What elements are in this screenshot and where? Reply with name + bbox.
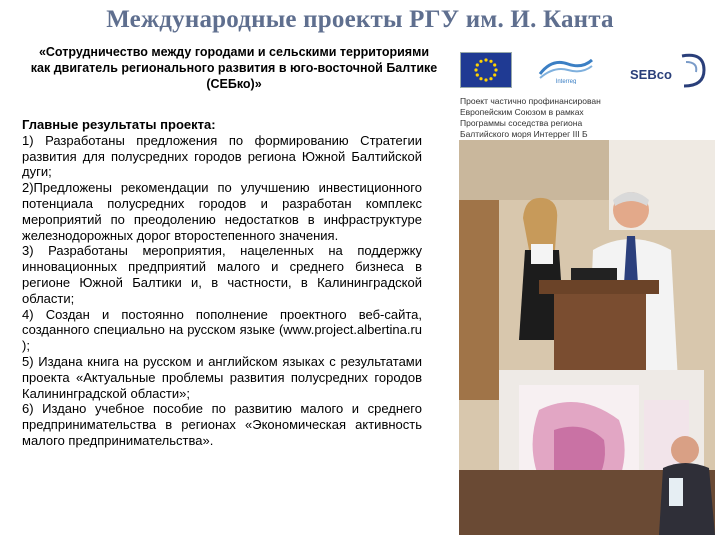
- interreg-logo: [538, 54, 594, 84]
- result-item-2: 2)Предложены рекомендации по улучшению инвестиционного потенциала полусредних городов и разработан комплекс мероприятий по преодолению недостатков в инфраструктуре железнодорожных дорог второстепенного значения.: [22, 180, 422, 243]
- funding-line-2: Европейским Союзом в рамках: [460, 107, 584, 117]
- result-item-4: 4) Создан и постоянно пополнение проектного веб-сайта, созданного специально на русском языке (www.project.albertina.ru );: [22, 306, 422, 354]
- results-heading: Главные результаты проекта:: [22, 117, 216, 132]
- sebco-logo-text: SEBco: [630, 67, 672, 82]
- funding-line-1: Проект частично профинансирован: [460, 96, 601, 106]
- funding-line-4: Балтийского моря Интеррег III Б: [460, 129, 588, 139]
- funding-line-3: Программы соседства региона: [460, 118, 583, 128]
- sebco-logo: [624, 52, 708, 88]
- funding-note: [460, 96, 700, 140]
- result-item-3: 3) Разработаны мероприятия, нацеленных на поддержку инновационных предприятий малого и среднего бизнеса в регионе Южной Балтики и, в частности, в Калининградской области;: [22, 243, 422, 306]
- result-item-5: 5) Издана книга на русском и английском языках с результатами проекта «Актуальные проблемы развития полусредних городов Калининградской области»;: [22, 353, 422, 401]
- logo-strip: [458, 52, 713, 92]
- eu-flag-icon: [460, 52, 512, 88]
- interreg-logo-text: Interreg: [555, 79, 577, 84]
- page-title: Международные проекты РГУ им. И. Канта: [106, 6, 614, 33]
- conference-photo: [459, 140, 715, 535]
- project-subtitle: «Сотрудничество между городами и сельскими территориями как двигатель регионального развития в юго-восточной Балтике (СЕБко)»: [30, 45, 438, 91]
- result-item-6: 6) Издано учебное пособие по развитию малого и среднего предпринимательства в регионах «Экономическая активность малого предпринимательства».: [22, 401, 422, 448]
- results-text: [22, 117, 422, 449]
- result-item-1: 1) Разработаны предложения по формированию Стратегии развития для полусредних городов региона Южной Балтийской дуги;: [22, 132, 422, 180]
